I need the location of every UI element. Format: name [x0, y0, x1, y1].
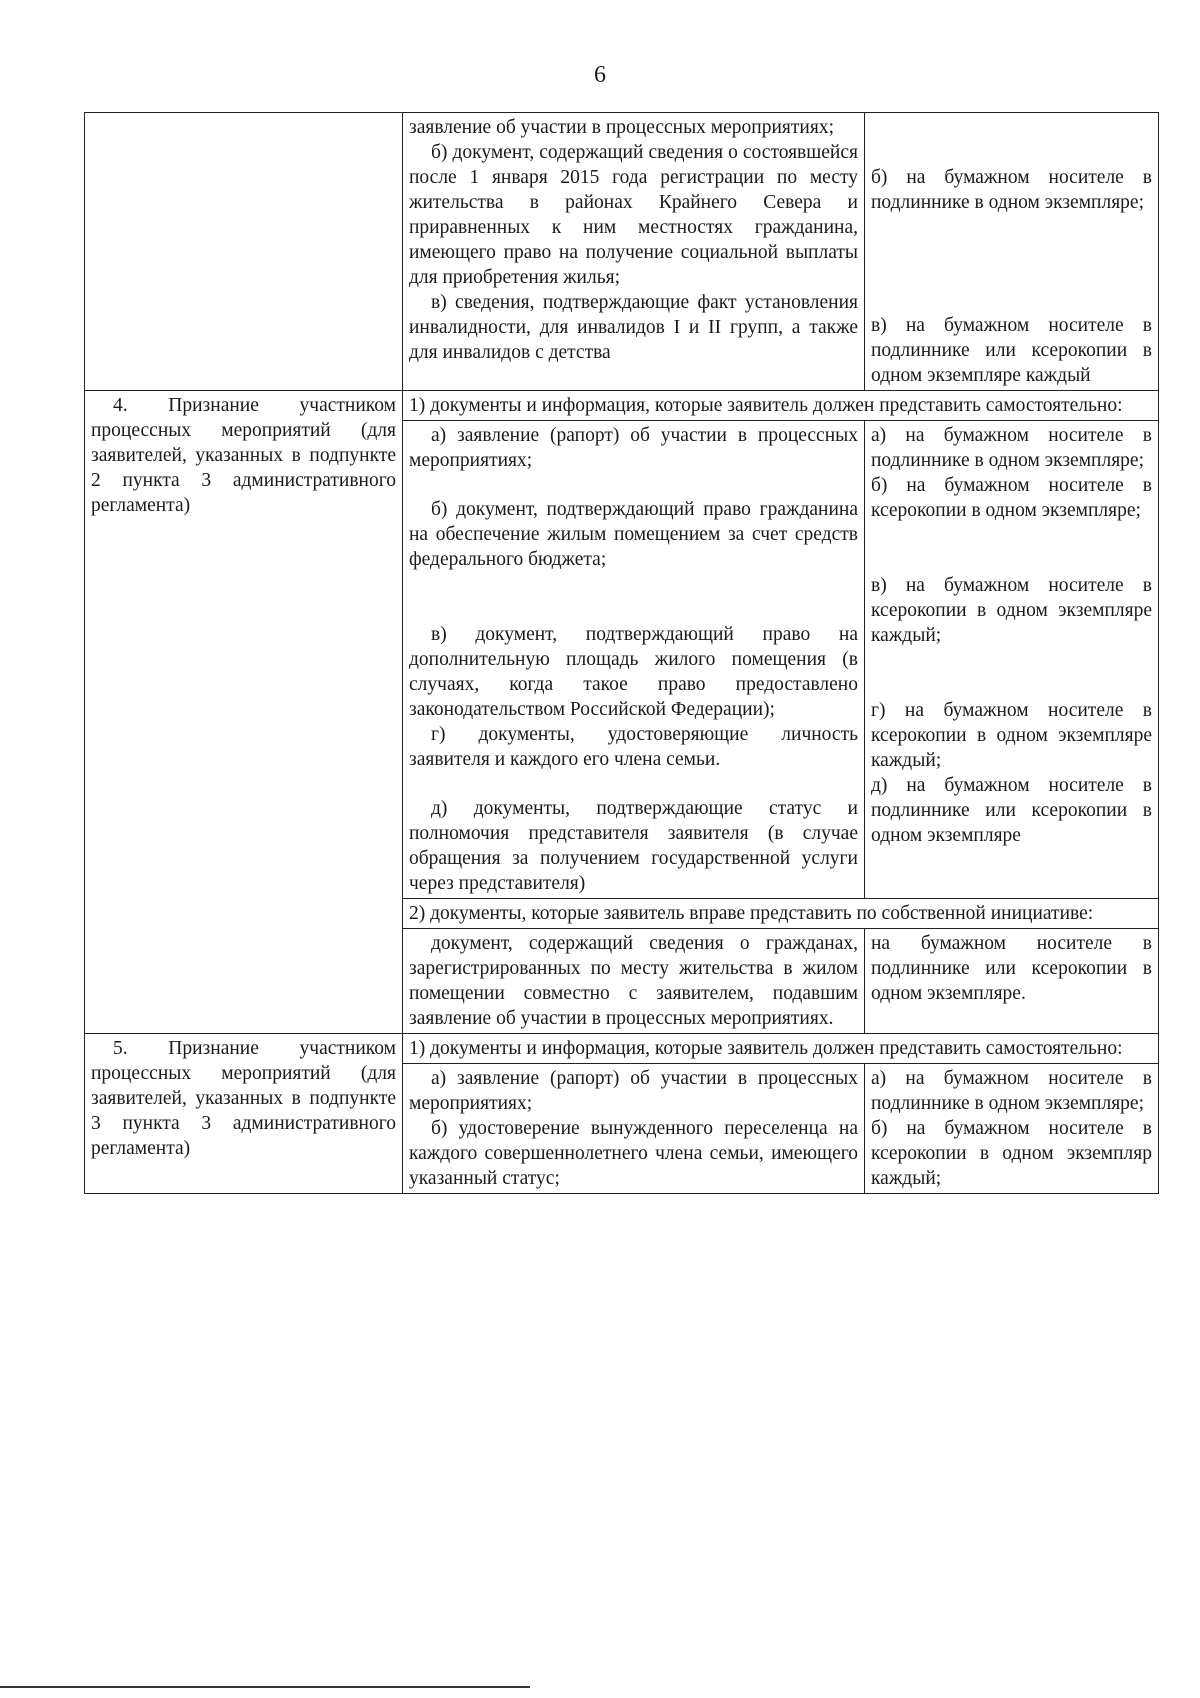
document-item: г) документы, удостоверяющие личность заявителя и каждого его члена семьи. — [409, 724, 858, 770]
document-item: д) документы, подтверждающие статус и полномочия представителя заявителя (в случае обращения за получением государственной услуги через представителя) — [409, 798, 858, 894]
form-item: б) на бумажном носителе в ксерокопии в одном экземпляр каждый; — [871, 1118, 1152, 1189]
cell-documents — [403, 1064, 865, 1194]
cell-forms: на бумажном носителе в подлиннике или ксерокопии в одном экземпляре. — [865, 929, 1159, 1034]
document-item: а) заявление (рапорт) об участии в процессных мероприятиях; — [409, 1068, 858, 1114]
document-item: в) сведения, подтверждающие факт установления инвалидности, для инвалидов I и II групп, а также для инвалидов с детства — [409, 292, 858, 363]
document-item: заявление об участии в процессных мероприятиях; — [409, 117, 834, 138]
form-item: в) на бумажном носителе в ксерокопии в одном экземпляре каждый; — [871, 575, 1152, 646]
cell-documents: документ, содержащий сведения о гражданах, зарегистрированных по месту жительства в жилом помещении совместно с заявителем, подавшим заявление об участии в процессных мероприятиях. — [403, 929, 865, 1034]
table-row-service-4 — [85, 391, 1159, 421]
document-item: б) документ, подтверждающий право гражданина на обеспечение жилым помещением за счет средств федерального бюджета; — [409, 499, 858, 570]
cell-documents — [403, 421, 865, 899]
cell-service-empty — [85, 113, 403, 391]
table-row-continuation — [85, 113, 1159, 391]
requirements-table — [84, 112, 1159, 1194]
form-item: г) на бумажном носителе в ксерокопии в одном экземпляре каждый; — [871, 700, 1152, 771]
footer-rule — [0, 1686, 530, 1688]
section-heading: 2) документы, которые заявитель вправе представить по собственной инициативе: — [403, 899, 1159, 929]
page-number: 6 — [594, 62, 606, 88]
cell-service-title: 4. Признание участником процессных мероприятий (для заявителей, указанных в подпункте 2 пункта 3 административного регламента) — [85, 391, 403, 1034]
section-heading: 1) документы и информация, которые заявитель должен представить самостоятельно: — [403, 1034, 1159, 1064]
table-row-service-5 — [85, 1034, 1159, 1064]
cell-service-title: 5. Признание участником процессных мероприятий (для заявителей, указанных в подпункте 3 пункта 3 административного регламента) — [85, 1034, 403, 1194]
form-item: б) на бумажном носителе в ксерокопии в одном экземпляре; — [871, 475, 1152, 521]
form-item: б) на бумажном носителе в подлиннике в одном экземпляре; — [871, 167, 1152, 213]
cell-forms — [865, 421, 1159, 899]
form-item: д) на бумажном носителе в подлиннике или ксерокопии в одном экземпляре — [871, 775, 1152, 846]
form-item: а) на бумажном носителе в подлиннике в одном экземпляре; — [871, 425, 1152, 471]
document-item: а) заявление (рапорт) об участии в процессных мероприятиях; — [409, 425, 858, 471]
cell-documents — [403, 113, 865, 391]
form-item: а) на бумажном носителе в подлиннике в одном экземпляре; — [871, 1068, 1152, 1114]
document-item: в) документ, подтверждающий право на дополнительную площадь жилого помещения (в случаях, когда такое право предоставлено законодательством Российской Федерации); — [409, 624, 858, 720]
document-item: б) удостоверение вынужденного переселенца на каждого совершеннолетнего члена семьи, имеющего указанный статус; — [409, 1118, 858, 1189]
form-item: в) на бумажном носителе в подлиннике или ксерокопии в одном экземпляре каждый — [871, 315, 1152, 386]
cell-forms — [865, 113, 1159, 391]
cell-forms — [865, 1064, 1159, 1194]
document-item: б) документ, содержащий сведения о состоявшейся после 1 января 2015 года регистрации по месту жительства в районах Крайнего Севера и приравненных к ним местностях гражданина, имеющего право на получение социальной выплаты для приобретения жилья; — [409, 142, 858, 288]
section-heading: 1) документы и информация, которые заявитель должен представить самостоятельно: — [403, 391, 1159, 421]
